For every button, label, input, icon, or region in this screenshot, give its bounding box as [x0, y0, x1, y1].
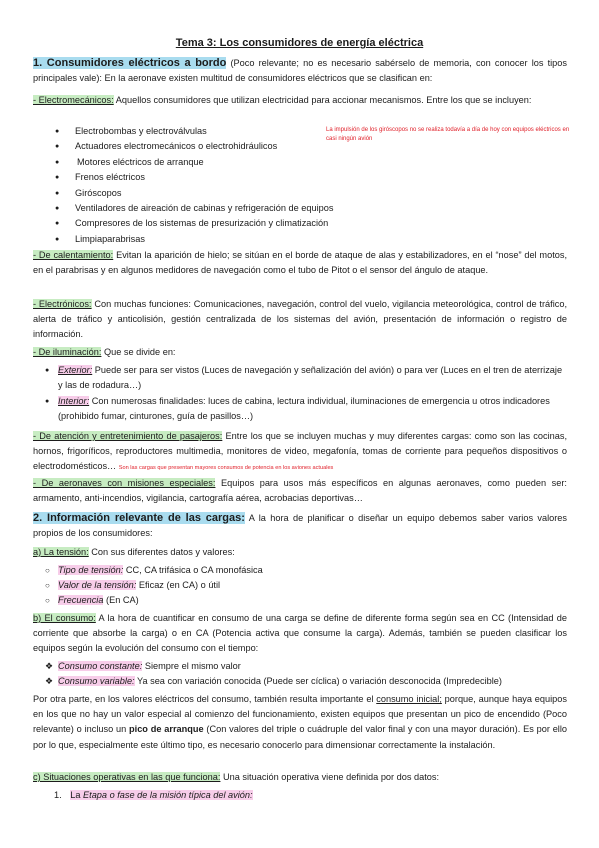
tension-item: [45, 563, 263, 578]
list-item: ● Electrobombas y electroválvulas: [55, 124, 333, 139]
calentamiento-text: Evitan la aparición de hielo; se sitúan en el borde de ataque de alas y estabilizadores, en el “nose” del motos, en el parabrisas y en algunos medidores de navegación como el tubo de Pitot o el sensor del ángulo de ataque.: [33, 250, 567, 276]
misiones-text: Equipos para usos más específicos en algunas aeronaves, como pueden ser: armamento, anti-incendios, vigilancia, cartografía aérea, acrobacias deportivas…: [33, 478, 567, 504]
situaciones-paragraph: [33, 770, 567, 785]
tension-item-text: Eficaz (en CA) o útil: [136, 580, 221, 590]
circle-bullet-icon: ○: [45, 581, 50, 590]
inicial-text-2: porque, aunque haya equipos en los que no hay un valor especial al comienzo del funcionamiento, existen equipos que presentan un pico de encendido (Poco relevante) o incluso un: [33, 694, 567, 735]
consumo-item-label: Consumo constante:: [58, 661, 143, 671]
consumo-item-text: Ya sea con variación conocida (Puede ser cíclica) o variación desconocida (Impredecible): [134, 676, 502, 686]
consumo-paragraph: [33, 611, 567, 657]
section-1-paragraph: [33, 56, 567, 86]
section-2-intro: A la hora de planificar o diseñar un equipo debemos saber varios valores propios de los consumidores:: [33, 513, 567, 539]
consumo-item: [45, 659, 241, 674]
situaciones-item-label: [70, 790, 252, 800]
tension-item: [45, 578, 221, 593]
item-italic: Etapa o fase de la misión típica del avión:: [83, 790, 253, 800]
diamond-bullet-icon: ❖: [45, 676, 54, 686]
interior-text: Con numerosas finalidades: luces de cabina, lectura individual, iluminaciones de emergencia u otros indicadores (prohibido fumar, cinturones, guía de pasillos…): [58, 396, 550, 422]
diamond-bullet-icon: ❖: [45, 661, 54, 671]
iluminacion-interior: [45, 394, 568, 424]
consumo-item: [45, 674, 502, 689]
giroscopos-note: La impulsión de los giróscopos no se realiza todavía a día de hoy con equipos eléctricos en casi ningún avión: [326, 127, 570, 142]
electronicos-paragraph: [33, 297, 567, 343]
list-item: ● Giróscopos: [55, 186, 333, 201]
section-1-heading: 1. Consumidores eléctricos a bordo: [33, 57, 227, 69]
consumo-inicial-paragraph: [33, 692, 567, 753]
bullet-icon: ●: [45, 367, 50, 374]
circle-bullet-icon: ○: [45, 566, 50, 575]
list-item: ● Ventiladores de aireación de cabinas y refrigeración de equipos: [55, 201, 333, 216]
situaciones-text: Una situación operativa viene definida por dos datos:: [220, 772, 440, 782]
list-item: ● Frenos eléctricos: [55, 170, 333, 185]
electromecanicos-text: Aquellos consumidores que utilizan electricidad para accionar mecanismos. Entre los que se incluyen:: [113, 95, 532, 105]
tension-item-label: Tipo de tensión:: [58, 565, 124, 575]
exterior-label: Exterior:: [58, 365, 93, 375]
tension-label: a) La tensión:: [33, 547, 89, 557]
iluminacion-text: Que se divide en:: [101, 347, 176, 357]
misiones-paragraph: [33, 476, 567, 506]
tension-item-label: Valor de la tensión:: [58, 580, 137, 590]
tension-item: [45, 593, 139, 608]
atencion-paragraph: [33, 429, 567, 477]
consumo-item-text: Siempre el mismo valor: [142, 661, 241, 671]
tension-text: Con sus diferentes datos y valores:: [88, 547, 235, 557]
list-item: ● Actuadores electromecánicos o electrohidráulicos: [55, 139, 333, 154]
section-2-heading: 2. Información relevante de las cargas:: [33, 512, 245, 524]
circle-bullet-icon: ○: [45, 596, 50, 605]
consumo-text: A la hora de cuantificar en consumo de una carga se define de diferente forma según sea en CC (Intensidad de corriente que absorbe la carga) o en CA (Potencia activa que consume la carga). Además, también se pueden clasificar los equipos según la evolución del consumo con el tiempo:: [33, 613, 567, 654]
inicial-text-1: Por otra parte, en los valores eléctricos del consumo, también resulta importante el: [33, 694, 377, 704]
list-item: ● Compresores de los sistemas de presurización y climatización: [55, 216, 333, 231]
consumo-inicial-term: consumo inicial;: [376, 694, 442, 704]
situaciones-item: [54, 788, 253, 803]
atencion-label: - De atención y entretenimiento de pasajeros:: [33, 431, 223, 441]
tension-item-text: (En CA): [103, 595, 139, 605]
atencion-text: Entre los que se incluyen muchas y muy diferentes cargas: como son las cocinas, hornos, frigoríficos, reproductores multimedia, monitores de video, megafonía, tomas de corriente para pequeños dispositivos o electrodomésticos…: [33, 431, 567, 472]
item-number: 1.: [54, 790, 62, 800]
exterior-text: Puede ser para ser vistos (Luces de navegación y señalización del avión) o para ver (Luces en el tren de aterrizaje y las de rodadura…): [58, 365, 563, 391]
iluminacion-exterior: [45, 363, 568, 393]
section-1-intro: (Poco relevante; no es necesario sabérselo de memoria, con conocer los tipos principales vale): En la aeronave existen multitud de consumidores eléctricos que se clasifican en:: [33, 58, 567, 84]
electromecanicos-paragraph: [33, 93, 567, 108]
situaciones-label: c) Situaciones operativas en las que funciona:: [33, 772, 221, 782]
misiones-label: - De aeronaves con misiones especiales:: [33, 478, 216, 488]
section-2-paragraph: [33, 511, 567, 541]
consumo-item-label: Consumo variable:: [58, 676, 135, 686]
list-item: ● Limpiaparabrisas: [55, 232, 333, 247]
electronicos-text: Con muchas funciones: Comunicaciones, navegación, control del vuelo, vigilancia meteorológica, control de tráfico, alerta de tráfico y anticolisión, gestión centralizada de los sistemas del avión, presentación de información o registro de información.: [33, 299, 567, 340]
item-text: La: [70, 790, 84, 800]
atencion-note: Son las cargas que presentan mayores consumos de potencia en los aviones actuales: [118, 465, 334, 472]
pico-arranque-term: pico de arranque: [129, 724, 204, 735]
calentamiento-paragraph: [33, 248, 567, 278]
iluminacion-paragraph: [33, 345, 567, 360]
tension-item-label: Frecuencia: [58, 595, 104, 605]
bullet-icon: ●: [45, 398, 50, 405]
tension-paragraph: [33, 545, 567, 560]
electromecanicos-list: [55, 124, 333, 247]
page-title: Tema 3: Los consumidores de energía eléctrica: [175, 37, 424, 49]
electronicos-label: - Electrónicos:: [33, 299, 92, 309]
electromecanicos-label: - Electromecánicos:: [33, 95, 114, 105]
inicial-text-3: (Con valores del triple o cuádruple del valor final y con una mayor duración). Es por ello por lo que, especialmente este último tipo, es necesario conocerlo para dimensionar correctamente la instalación.: [33, 724, 568, 750]
iluminacion-label: - De iluminación:: [33, 347, 102, 357]
consumo-label: b) El consumo:: [33, 613, 96, 623]
interior-label: Interior:: [58, 396, 90, 406]
list-item: ● Motores eléctricos de arranque: [55, 155, 333, 170]
calentamiento-label: - De calentamiento:: [33, 250, 114, 260]
tension-item-text: CC, CA trifásica o CA monofásica: [123, 565, 263, 575]
